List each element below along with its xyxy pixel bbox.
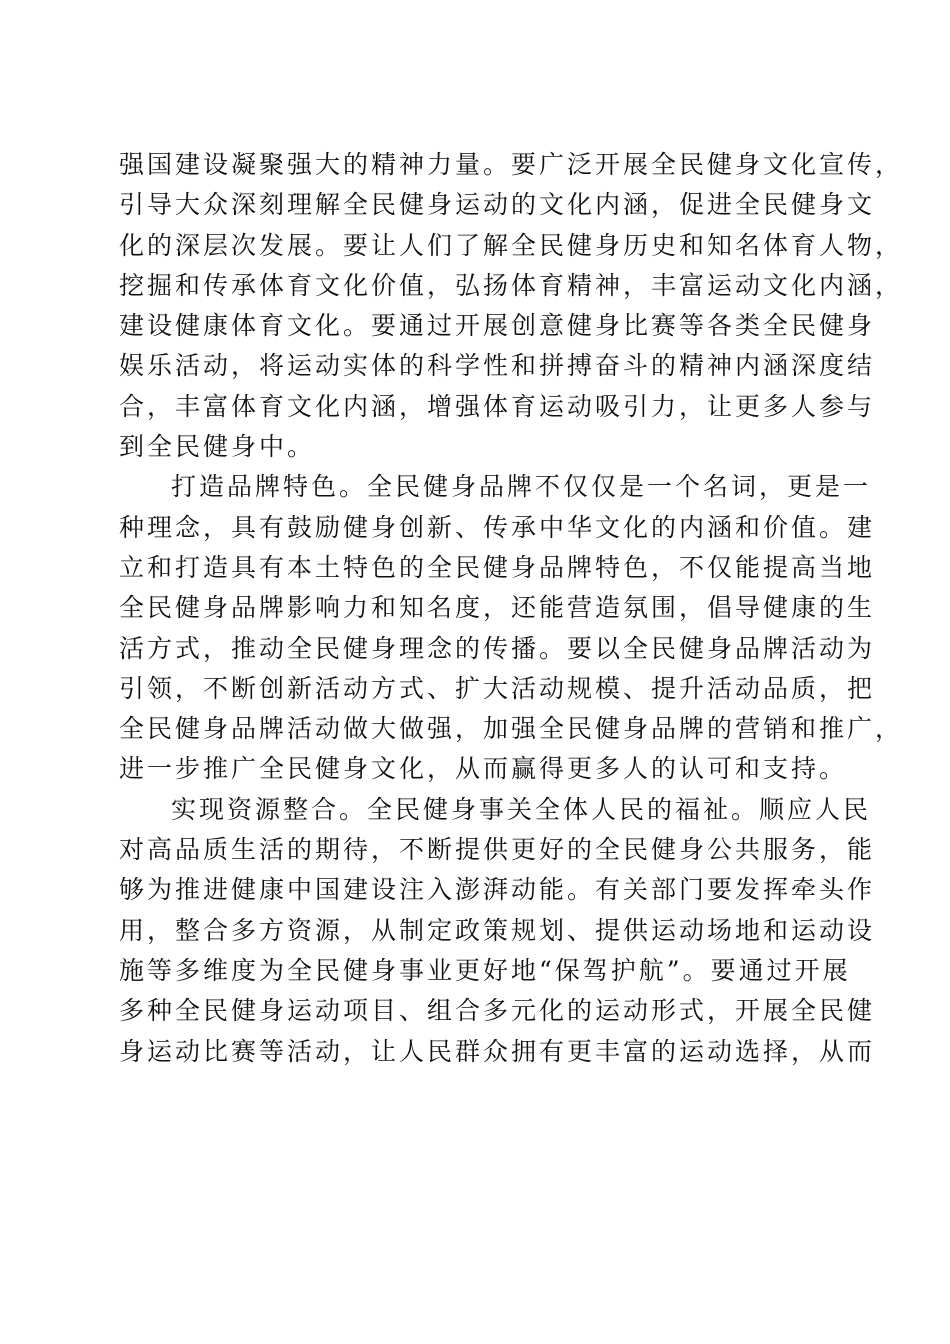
text-line: 立和打造具有本土特色的全民健身品牌特色，不仅能提高当地 bbox=[119, 552, 876, 582]
document-body bbox=[119, 145, 904, 1072]
text-line: 活方式，推动全民健身理念的传播。要以全民健身品牌活动为 bbox=[119, 633, 876, 663]
text-line: 身运动比赛等活动，让人民群众拥有更丰富的运动选择，从而 bbox=[119, 1036, 876, 1066]
text-line: 实现资源整合。全民健身事关全体人民的福祉。顺应人民 bbox=[171, 794, 872, 824]
text-line: 挖掘和传承体育文化价值，弘扬体育精神，丰富运动文化内涵， bbox=[119, 270, 904, 300]
text-line: 合，丰富体育文化内涵，增强体育运动吸引力，让更多人参与 bbox=[119, 391, 876, 421]
paragraph-3 bbox=[119, 790, 876, 1072]
text-line: 打造品牌特色。全民健身品牌不仅仅是一个名词，更是一 bbox=[171, 472, 872, 502]
text-line: 建设健康体育文化。要通过开展创意健身比赛等各类全民健身 bbox=[119, 311, 876, 341]
text-line: 到全民健身中。 bbox=[119, 432, 316, 462]
paragraph-1 bbox=[119, 145, 904, 467]
text-line: 强国建设凝聚强大的精神力量。要广泛开展全民健身文化宣传， bbox=[119, 150, 904, 179]
text-line: 施等多维度为全民健身事业更好地“保驾护航”。要通过开展 bbox=[119, 955, 851, 985]
text-line: 全民健身品牌影响力和知名度，还能营造氛围，倡导健康的生 bbox=[119, 593, 876, 623]
text-line: 对高品质生活的期待，不断提供更好的全民健身公共服务，能 bbox=[119, 835, 876, 865]
text-line: 多种全民健身运动项目、组合多元化的运动形式，开展全民健 bbox=[119, 996, 876, 1026]
text-line: 够为推进健康中国建设注入澎湃动能。有关部门要发挥牵头作 bbox=[119, 875, 876, 905]
text-line: 娱乐活动，将运动实体的科学性和拼搏奋斗的精神内涵深度结 bbox=[119, 351, 876, 381]
text-line: 化的深层次发展。要让人们了解全民健身历史和知名体育人物， bbox=[119, 230, 904, 260]
paragraph-2 bbox=[119, 467, 904, 789]
text-line: 全民健身品牌活动做大做强，加强全民健身品牌的营销和推广， bbox=[119, 714, 904, 744]
text-line: 用，整合多方资源，从制定政策规划、提供运动场地和运动设 bbox=[119, 915, 876, 945]
text-line: 种理念，具有鼓励健身创新、传承中华文化的内涵和价值。建 bbox=[119, 512, 876, 542]
text-line: 引导大众深刻理解全民健身运动的文化内涵，促进全民健身文 bbox=[119, 190, 876, 220]
text-line: 引领，不断创新活动方式、扩大活动规模、提升活动品质，把 bbox=[119, 673, 876, 703]
text-line: 进一步推广全民健身文化，从而赢得更多人的认可和支持。 bbox=[119, 754, 848, 784]
